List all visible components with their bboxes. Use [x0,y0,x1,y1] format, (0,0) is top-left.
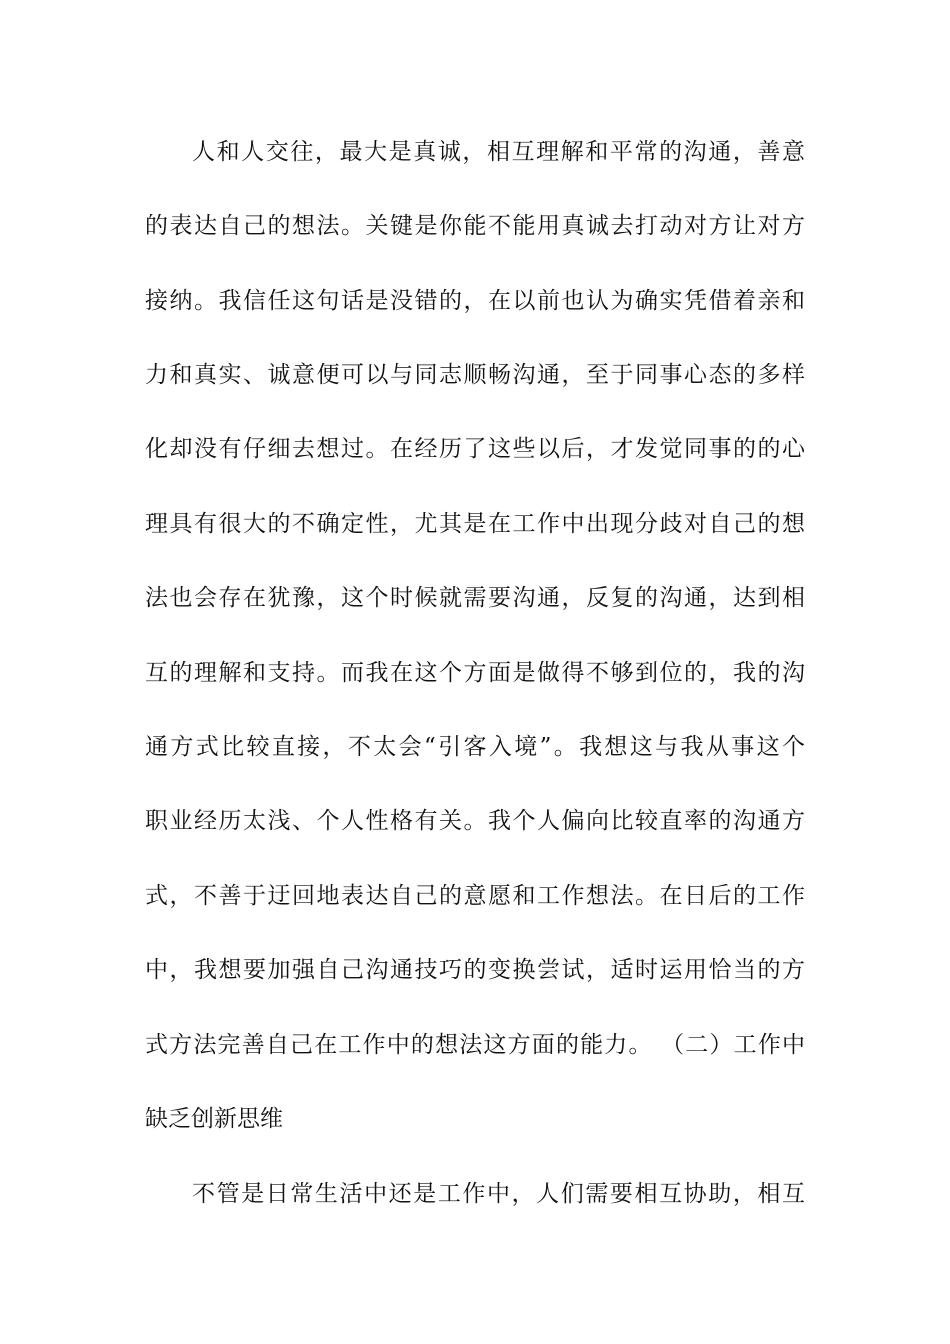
paragraph-line: 职业经历太浅、个人性格有关。我个人偏向比较直率的沟通方 [145,808,805,834]
paragraph-line: 化却没有仔细去想过。在经历了这些以后，才发觉同事的的心 [145,436,805,462]
paragraph-line: 力和真实、诚意便可以与同志顺畅沟通，至于同事心态的多样 [145,362,805,388]
paragraph-line: 互的理解和支持。而我在这个方面是做得不够到位的，我的沟 [145,660,805,686]
paragraph-line: 不管是日常生活中还是工作中，人们需要相互协助，相互 [192,1181,805,1207]
section-heading-line: 缺乏创新思维 [145,1106,283,1132]
paragraph-line: 通方式比较直接，不太会“引客入境”。我想这与我从事这个 [145,734,805,760]
paragraph-line: 理具有很大的不确定性，尤其是在工作中出现分歧对自己的想 [145,511,805,537]
paragraph-line: 人和人交往，最大是真诚，相互理解和平常的沟通，善意 [192,139,805,165]
paragraph-line: 式方法完善自己在工作中的想法这方面的能力。 （二）工作中 [145,1032,805,1058]
paragraph-line: 接纳。我信任这句话是没错的，在以前也认为确实凭借着亲和 [145,288,805,314]
paragraph-line: 的表达自己的想法。关键是你能不能用真诚去打动对方让对方 [145,213,805,239]
paragraph-line: 法也会存在犹豫，这个时候就需要沟通，反复的沟通，达到相 [145,585,805,611]
paragraph-line: 式，不善于迂回地表达自己的意愿和工作想法。在日后的工作 [145,883,805,909]
paragraph-line: 中，我想要加强自己沟通技巧的变换尝试，适时运用恰当的方 [145,957,805,983]
